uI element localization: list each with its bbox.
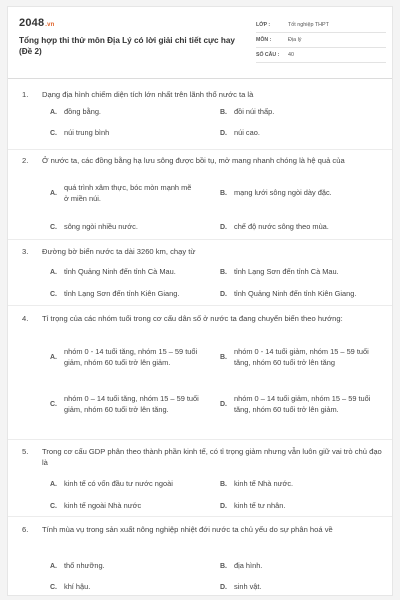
option-key: A. [50, 108, 57, 116]
option-text: nhóm 0 – 14 tuổi giảm, nhóm 15 – 59 tuổi tăng, nhóm 60 tuổi trở lên giảm. [234, 394, 371, 414]
option-text: địa hình. [234, 561, 263, 570]
option-key: C. [50, 401, 57, 408]
option-text: núi trung bình [64, 128, 110, 137]
question-number: 6. [22, 525, 29, 534]
option-key: B. [220, 562, 227, 570]
option-key: C. [50, 290, 57, 298]
option-c[interactable] [50, 582, 215, 593]
divider [8, 149, 393, 150]
meta-label-class: LỚP : [256, 22, 271, 28]
option-key: B. [220, 268, 227, 276]
divider [8, 239, 393, 240]
option-text: thổ nhưỡng. [64, 561, 105, 570]
option-text: kinh tế có vốn đầu tư nước ngoài [64, 479, 173, 488]
question-number: 1. [22, 90, 29, 99]
option-c[interactable] [50, 394, 215, 415]
logo-text: 2048 [19, 17, 45, 29]
option-text: kinh tế ngoài Nhà nước [64, 501, 142, 510]
option-key: D. [220, 129, 227, 137]
question-2 [8, 153, 393, 241]
option-key: A. [50, 354, 57, 361]
option-key: A. [50, 268, 57, 276]
option-key: C. [50, 502, 57, 510]
option-text: đồng bằng. [64, 107, 101, 116]
option-key: B. [220, 354, 227, 361]
question-text: Tính mùa vụ trong sản xuất nông nghiệp nhiệt đới nước ta chủ yếu do sự phân hoá về [42, 525, 333, 534]
option-c[interactable] [50, 501, 215, 512]
option-key: C. [50, 223, 57, 231]
option-a[interactable] [50, 267, 215, 278]
option-key: A. [50, 562, 57, 570]
option-c[interactable] [50, 289, 215, 300]
option-text: nhóm 0 – 14 tuổi tăng, nhóm 15 – 59 tuổi giảm, nhóm 60 tuổi trở lên tăng. [64, 394, 199, 414]
option-key: A. [50, 480, 57, 488]
option-d[interactable] [220, 289, 385, 300]
question-6 [8, 520, 393, 596]
question-text: Dạng địa hình chiếm diện tích lớn nhất trên lãnh thổ nước ta là [42, 90, 254, 99]
worksheet-header [8, 7, 392, 79]
option-key: C. [50, 583, 57, 591]
site-logo[interactable] [19, 17, 55, 29]
option-text: đồi núi thấp. [234, 107, 275, 116]
option-text: sông ngòi nhiều nước. [64, 222, 138, 231]
option-text: núi cao. [234, 128, 260, 137]
logo-suffix: .vn [45, 22, 55, 28]
question-text: Tỉ trọng của các nhóm tuổi trong cơ cấu dân số ở nước ta đang chuyển biến theo hướng: [42, 314, 343, 323]
option-b[interactable] [220, 107, 385, 118]
option-text: tỉnh Quảng Ninh đến tỉnh Cà Mau. [64, 267, 176, 276]
option-d[interactable] [220, 222, 385, 233]
option-text: tỉnh Quảng Ninh đến tỉnh Kiên Giang. [234, 289, 357, 298]
divider [8, 439, 393, 440]
option-text: nhóm 0 - 14 tuổi tăng, nhóm 15 – 59 tuổi giảm, nhóm 60 tuổi trở lên giảm. [64, 347, 198, 367]
option-c[interactable] [50, 128, 215, 139]
option-key: B. [220, 480, 227, 488]
option-key: D. [220, 223, 227, 231]
meta-row-subject [256, 33, 386, 48]
option-d[interactable] [220, 501, 385, 512]
option-a[interactable] [50, 347, 215, 368]
worksheet-page [7, 6, 393, 596]
option-b[interactable] [220, 188, 385, 199]
option-key: A. [50, 190, 57, 197]
option-text: kinh tế tư nhân. [234, 501, 286, 510]
meta-label-count: SỐ CÂU : [256, 52, 280, 58]
option-text: tỉnh Lạng Sơn đến tỉnh Cà Mau. [234, 267, 339, 276]
option-key: B. [220, 108, 227, 116]
question-number: 2. [22, 156, 29, 165]
option-b[interactable] [220, 267, 385, 278]
meta-value-class: Tốt nghiệp THPT [288, 22, 329, 28]
option-text: khí hậu. [64, 582, 91, 591]
option-a[interactable] [50, 479, 215, 490]
option-text: kinh tế Nhà nước. [234, 479, 294, 488]
option-a[interactable] [50, 183, 210, 204]
question-text: Đường bờ biển nước ta dài 3260 km, chạy từ [42, 247, 196, 256]
meta-value-subject: Địa lý [288, 37, 302, 43]
option-key: D. [220, 401, 227, 408]
option-text: chế độ nước sông theo mùa. [234, 222, 329, 231]
option-key: D. [220, 502, 227, 510]
option-c[interactable] [50, 222, 215, 233]
question-text: Trong cơ cấu GDP phân theo thành phần kinh tế, có tỉ trọng giảm nhưng vẫn luôn giữ vai trò chủ đạo là [42, 447, 382, 467]
question-number: 4. [22, 314, 29, 323]
option-b[interactable] [220, 347, 385, 368]
option-a[interactable] [50, 107, 215, 118]
option-text: nhóm 0 - 14 tuổi giảm, nhóm 15 – 59 tuổi tăng, nhóm 60 tuổi trở lên tăng [234, 347, 369, 367]
option-key: B. [220, 189, 227, 197]
divider [8, 516, 393, 517]
meta-row-count [256, 48, 386, 63]
question-4 [8, 309, 393, 441]
meta-value-count: 40 [288, 52, 294, 58]
question-number: 5. [22, 447, 29, 456]
question-text: Ở nước ta, các đồng bằng hạ lưu sông được bồi tụ, mở mang nhanh chóng là hệ quả của [42, 156, 345, 165]
meta-table [256, 18, 386, 63]
option-b[interactable] [220, 561, 385, 572]
option-b[interactable] [220, 479, 385, 490]
question-5 [8, 443, 393, 517]
option-key: D. [220, 290, 227, 298]
divider [8, 305, 393, 306]
option-key: C. [50, 129, 57, 137]
document-title: Tổng hợp thi thử môn Địa Lý có lời giải chi tiết cực hay (Đề 2) [19, 36, 235, 56]
option-d[interactable] [220, 394, 385, 415]
option-a[interactable] [50, 561, 215, 572]
option-key: D. [220, 583, 227, 591]
option-text: sinh vật. [234, 582, 262, 591]
question-1 [8, 85, 393, 149]
option-text: tỉnh Lạng Sơn đến tỉnh Kiên Giang. [64, 289, 180, 298]
question-number: 3. [22, 247, 29, 256]
meta-row-class [256, 18, 386, 33]
question-3 [8, 243, 393, 305]
option-d[interactable] [220, 128, 385, 139]
option-d[interactable] [220, 582, 385, 593]
option-text: mạng lưới sông ngòi dày đặc. [234, 188, 332, 197]
option-text: quá trình xâm thực, bóc mòn mạnh mẽ ở miền núi. [64, 183, 192, 203]
meta-label-subject: MÔN : [256, 37, 272, 43]
